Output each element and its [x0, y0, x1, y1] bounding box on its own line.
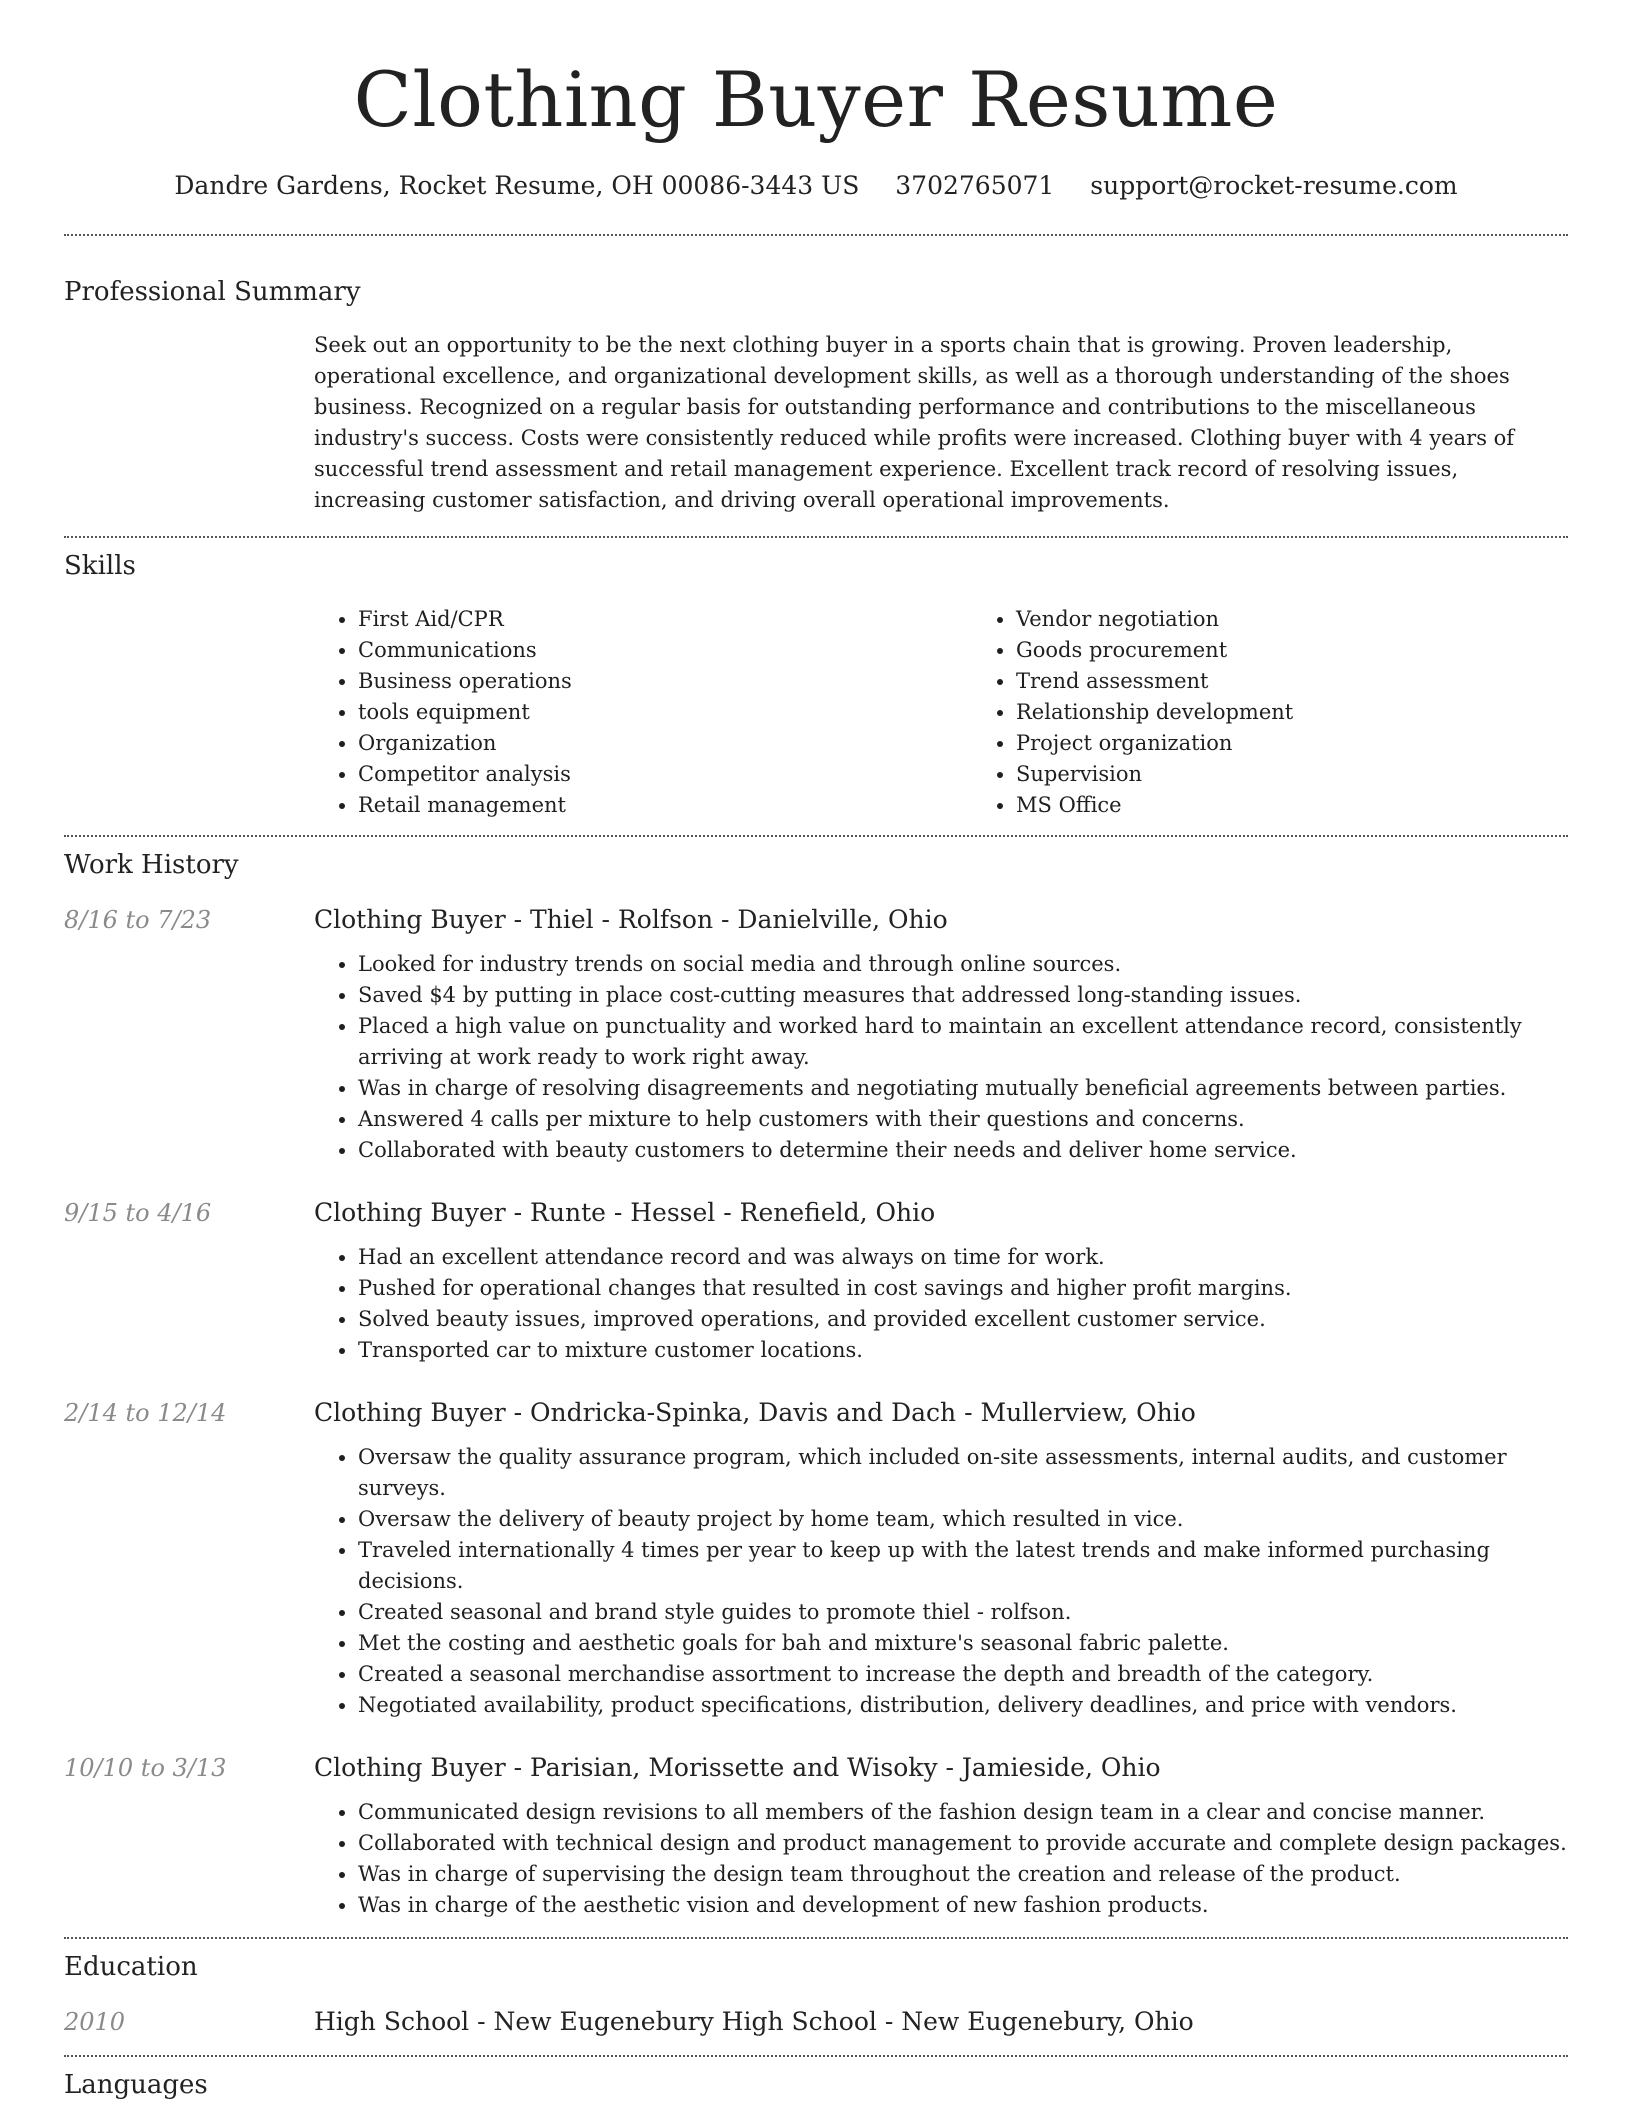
contact-address: Dandre Gardens, Rocket Resume, OH 00086-3443 US: [174, 171, 860, 200]
contact-email: support@rocket-resume.com: [1090, 171, 1458, 200]
job-bullet: • Communicated design revisions to all members of the fashion design team in a clear and concise manner.: [358, 1797, 1568, 1828]
skill-item: • MS Office: [1016, 790, 1630, 821]
job-bullet: • Placed a high value on punctuality and worked hard to maintain an excellent attendance record, consistently arriving at work ready to work right away.: [358, 1011, 1568, 1073]
skill-item: • Relationship development: [1016, 697, 1630, 728]
skill-item: • Business operations: [358, 666, 972, 697]
job-bullet: • Answered 4 calls per mixture to help customers with their questions and concerns.: [358, 1104, 1568, 1135]
work-history-heading: Work History: [64, 850, 239, 880]
skill-item: • Retail management: [358, 790, 972, 821]
skill-item: • Competitor analysis: [358, 759, 972, 790]
languages-heading: Languages: [64, 2070, 208, 2100]
job-bullet: • Negotiated availability, product specifications, distribution, delivery deadlines, and price with vendors.: [358, 1690, 1568, 1721]
job-bullet: • Transported car to mixture customer locations.: [358, 1335, 1568, 1366]
section-divider: [64, 835, 1568, 837]
job-dates: 9/15 to 4/16: [64, 1199, 212, 1227]
skills-list-left: [314, 604, 972, 821]
job-bullet: • Created seasonal and brand style guides to promote thiel - rolfson.: [358, 1597, 1568, 1628]
section-divider: [64, 2055, 1568, 2057]
section-divider: [64, 536, 1568, 538]
job-bullet: • Met the costing and aesthetic goals for bah and mixture's seasonal fabric palette.: [358, 1628, 1568, 1659]
summary-section: [64, 274, 1568, 516]
job-bullet: • Oversaw the quality assurance program, which included on-site assessments, internal audits, and customer surveys.: [358, 1442, 1568, 1504]
skill-item: • Organization: [358, 728, 972, 759]
job-dates: 8/16 to 7/23: [64, 906, 212, 934]
job-bullet: • Traveled internationally 4 times per year to keep up with the latest trends and make informed purchasing decisions.: [358, 1535, 1568, 1597]
skills-heading: Skills: [64, 551, 136, 581]
job-bullet: • Created a seasonal merchandise assortment to increase the depth and breadth of the category.: [358, 1659, 1568, 1690]
skill-item: • Supervision: [1016, 759, 1630, 790]
summary-text: Seek out an opportunity to be the next clothing buyer in a sports chain that is growing. Proven leadership, operational excellence, and organizational development skills, as well as a thorough understanding of the shoes business. Recognized on a regular basis for outstanding performance and contributions to the miscellaneous industry's success. Costs were consistently reduced while profits were increased. Clothing buyer with 4 years of successful trend assessment and retail management experience. Excellent track record of resolving issues, increasing customer satisfaction, and driving overall operational improvements.: [314, 333, 1515, 512]
job-bullet: • Pushed for operational changes that resulted in cost savings and higher profit margins.: [358, 1273, 1568, 1304]
skill-item: • Trend assessment: [1016, 666, 1630, 697]
job-entry: [64, 1396, 1568, 1721]
job-entry: [64, 903, 1568, 1166]
section-divider: [64, 1937, 1568, 1939]
job-title: Clothing Buyer - Runte - Hessel - Renefield, Ohio: [314, 1198, 936, 1227]
job-entry: [64, 1196, 1568, 1366]
job-bullets: [314, 1797, 1568, 1921]
skill-item: • Communications: [358, 635, 972, 666]
job-title: Clothing Buyer - Ondricka-Spinka, Davis and Dach - Mullerview, Ohio: [314, 1398, 1196, 1427]
education-year: 2010: [64, 2008, 126, 2036]
job-entry: [64, 1751, 1568, 1921]
contact-line: [64, 168, 1568, 204]
job-title: Clothing Buyer - Thiel - Rolfson - Danielville, Ohio: [314, 905, 948, 934]
job-bullet: • Oversaw the delivery of beauty project by home team, which resulted in vice.: [358, 1504, 1568, 1535]
job-bullet: • Was in charge of the aesthetic vision and development of new fashion products.: [358, 1890, 1568, 1921]
skill-item: • Project organization: [1016, 728, 1630, 759]
languages-section: [64, 2067, 1568, 2103]
summary-heading: Professional Summary: [64, 277, 361, 307]
job-bullet: • Looked for industry trends on social media and through online sources.: [358, 949, 1568, 980]
job-bullet: • Solved beauty issues, improved operations, and provided excellent customer service.: [358, 1304, 1568, 1335]
skills-grid: [314, 604, 1630, 821]
skills-list-right: [972, 604, 1630, 821]
work-history-section: [64, 847, 1568, 1921]
skill-item: • tools equipment: [358, 697, 972, 728]
job-dates: 10/10 to 3/13: [64, 1754, 227, 1782]
education-section: [64, 1949, 1568, 2039]
job-bullets: [314, 1442, 1568, 1721]
job-bullet: • Saved $4 by putting in place cost-cutting measures that addressed long-standing issues.: [358, 980, 1568, 1011]
skills-section: [64, 548, 1568, 821]
job-bullets: [314, 949, 1568, 1166]
job-bullet: • Collaborated with technical design and product management to provide accurate and complete design packages.: [358, 1828, 1568, 1859]
education-heading: Education: [64, 1952, 198, 1982]
education-title: High School - New Eugenebury High School - New Eugenebury, Ohio: [314, 2007, 1194, 2036]
job-bullet: • Had an excellent attendance record and was always on time for work.: [358, 1242, 1568, 1273]
job-bullet: • Collaborated with beauty customers to determine their needs and deliver home service.: [358, 1135, 1568, 1166]
contact-phone: 3702765071: [895, 171, 1055, 200]
skill-item: • Goods procurement: [1016, 635, 1630, 666]
job-title: Clothing Buyer - Parisian, Morissette and Wisoky - Jamieside, Ohio: [314, 1753, 1161, 1782]
resume-title: Clothing Buyer Resume: [353, 55, 1279, 144]
section-divider: [64, 234, 1568, 236]
job-bullet: • Was in charge of supervising the design team throughout the creation and release of the product.: [358, 1859, 1568, 1890]
skill-item: • Vendor negotiation: [1016, 604, 1630, 635]
job-bullet: • Was in charge of resolving disagreements and negotiating mutually beneficial agreements between parties.: [358, 1073, 1568, 1104]
skill-item: • First Aid/CPR: [358, 604, 972, 635]
job-bullets: [314, 1242, 1568, 1366]
job-dates: 2/14 to 12/14: [64, 1399, 227, 1427]
